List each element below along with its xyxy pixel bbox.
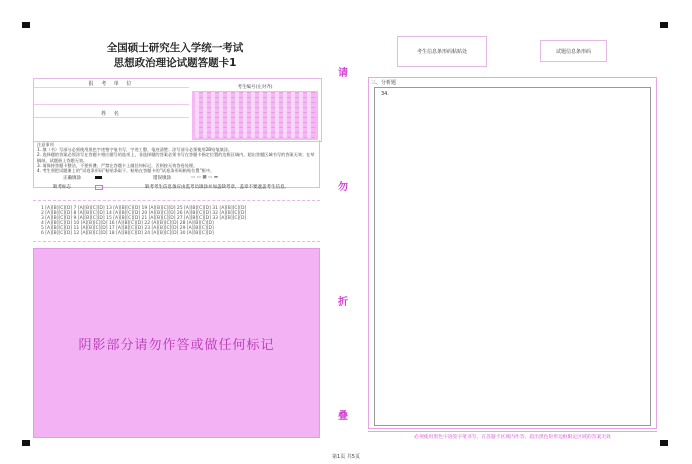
mcq-row[interactable]: 1 [A][B][C][D] 7 [A][B][C][D] 13 [A][B][C][D] 19 [A][B][C][D] 25 [A][B][C][D] 31 [A][B][C][D] — [41, 206, 247, 211]
divider — [34, 104, 189, 105]
divider — [34, 87, 189, 88]
corner-mark — [660, 440, 668, 446]
note-line: 1. 填（书）写部分必须使用黑色字迹签字笔书写，字迹工整、笔迹清楚；涂写部分必须使用2B铅笔填涂。 — [37, 147, 233, 153]
page-title: 全国硕士研究生入学统一考试 — [106, 42, 244, 54]
section-label: 三、分析题 — [371, 80, 397, 86]
correct-fill-mark — [95, 176, 102, 179]
barcode-paste-label: 考生信息条形码粘贴处 — [416, 49, 467, 55]
absent-note: 缺考考生信息条应由监考员填涂并加盖缺考章，盖章不要遮盖考生信息。 — [145, 185, 289, 190]
mcq-row[interactable]: 4 [A][B][C][D] 10 [A][B][C][D] 16 [A][B][C][D] 22 [A][B][C][D] 28 [A][B][C][D] — [41, 221, 214, 226]
shaded-area-text: 阴影部分请勿作答或做任何标记 — [78, 337, 275, 353]
wrong-fill-label: 错误填涂 — [153, 176, 171, 181]
answer-box — [368, 77, 657, 429]
side-char: 折 — [338, 297, 348, 308]
wrong-fill-samples: ▭ ▭ ■ ▭ ▬ — [191, 175, 218, 180]
corner-mark — [660, 22, 668, 28]
answer-writing-area[interactable] — [374, 87, 651, 426]
divider — [34, 117, 189, 118]
page-footer: 第1页 共5页 — [332, 454, 360, 460]
exam-barcode-label: 试题信息条形码 — [555, 48, 591, 55]
mcq-row[interactable]: 6 [A][B][C][D] 12 [A][B][C][D] 18 [A][B][C][D] 24 [A][B][C][D] 30 [A][B][C][D] — [41, 231, 214, 236]
barcode-paste-box — [397, 36, 487, 67]
name-label: 姓 名 — [101, 111, 122, 117]
absent-label: 缺考标志 — [53, 185, 71, 190]
side-char: 勿 — [338, 182, 348, 193]
answer-warning: 必须使用黑色字迹签字笔书写，在答题卡区域内作答，超出黑色矩形边框限定区域的答案无效 — [368, 431, 657, 440]
note-line: 3. 请保持答题卡整洁，不要折叠、严禁在答题卡上做任何标记，否则按无效答卷处理。 — [37, 162, 198, 168]
note-line: 4. 考生须把试题册上的“试卷条形码”粘贴条取下，粘贴在答题卡的“试卷条形码粘贴位置”框中。 — [37, 168, 215, 174]
notes-heading: 注意事项 — [37, 142, 54, 147]
corner-mark — [22, 440, 30, 446]
mcq-row[interactable]: 5 [A][B][C][D] 11 [A][B][C][D] 17 [A][B][C][D] 23 [A][B][C][D] 29 [A][B][C][D] — [41, 226, 214, 231]
question-number: 34. — [381, 91, 389, 97]
exam-number-bubbles[interactable] — [195, 92, 315, 138]
absent-checkbox[interactable] — [95, 185, 103, 190]
mcq-row[interactable]: 2 [A][B][C][D] 8 [A][B][C][D] 14 [A][B][C][D] 20 [A][B][C][D] 26 [A][B][C][D] 32 [A][B][C][D] — [41, 211, 247, 216]
shaded-area — [33, 248, 320, 438]
side-char: 请 — [338, 68, 348, 79]
side-char: 叠 — [338, 411, 348, 422]
mcq-row[interactable]: 3 [A][B][C][D] 9 [A][B][C][D] 15 [A][B][C][D] 21 [A][B][C][D] 27 [A][B][C][D] 33 [A][B][C][D] — [41, 216, 247, 221]
corner-mark — [22, 22, 30, 28]
fill-sample-row — [33, 173, 320, 193]
exam-barcode-box — [540, 40, 607, 62]
correct-fill-label: 正确填涂 — [63, 176, 81, 181]
exam-number-label: 考生编号(左对齐) — [192, 84, 318, 91]
page-subtitle: 思想政治理论试题答题卡1 — [113, 57, 237, 69]
multiple-choice-area[interactable] — [33, 200, 320, 242]
note-line: 2. 选择题的答案必须涂写在答题卡相应题号的选项上，非选择题的答案必须书写在答题卡指定位置的边框区域内，超出答题区域书写的答案无效；在草稿纸、试题册上答题无效。 — [37, 152, 315, 163]
unit-label: 报 考 单 位 — [88, 81, 135, 87]
exam-number-grid[interactable] — [192, 84, 318, 140]
